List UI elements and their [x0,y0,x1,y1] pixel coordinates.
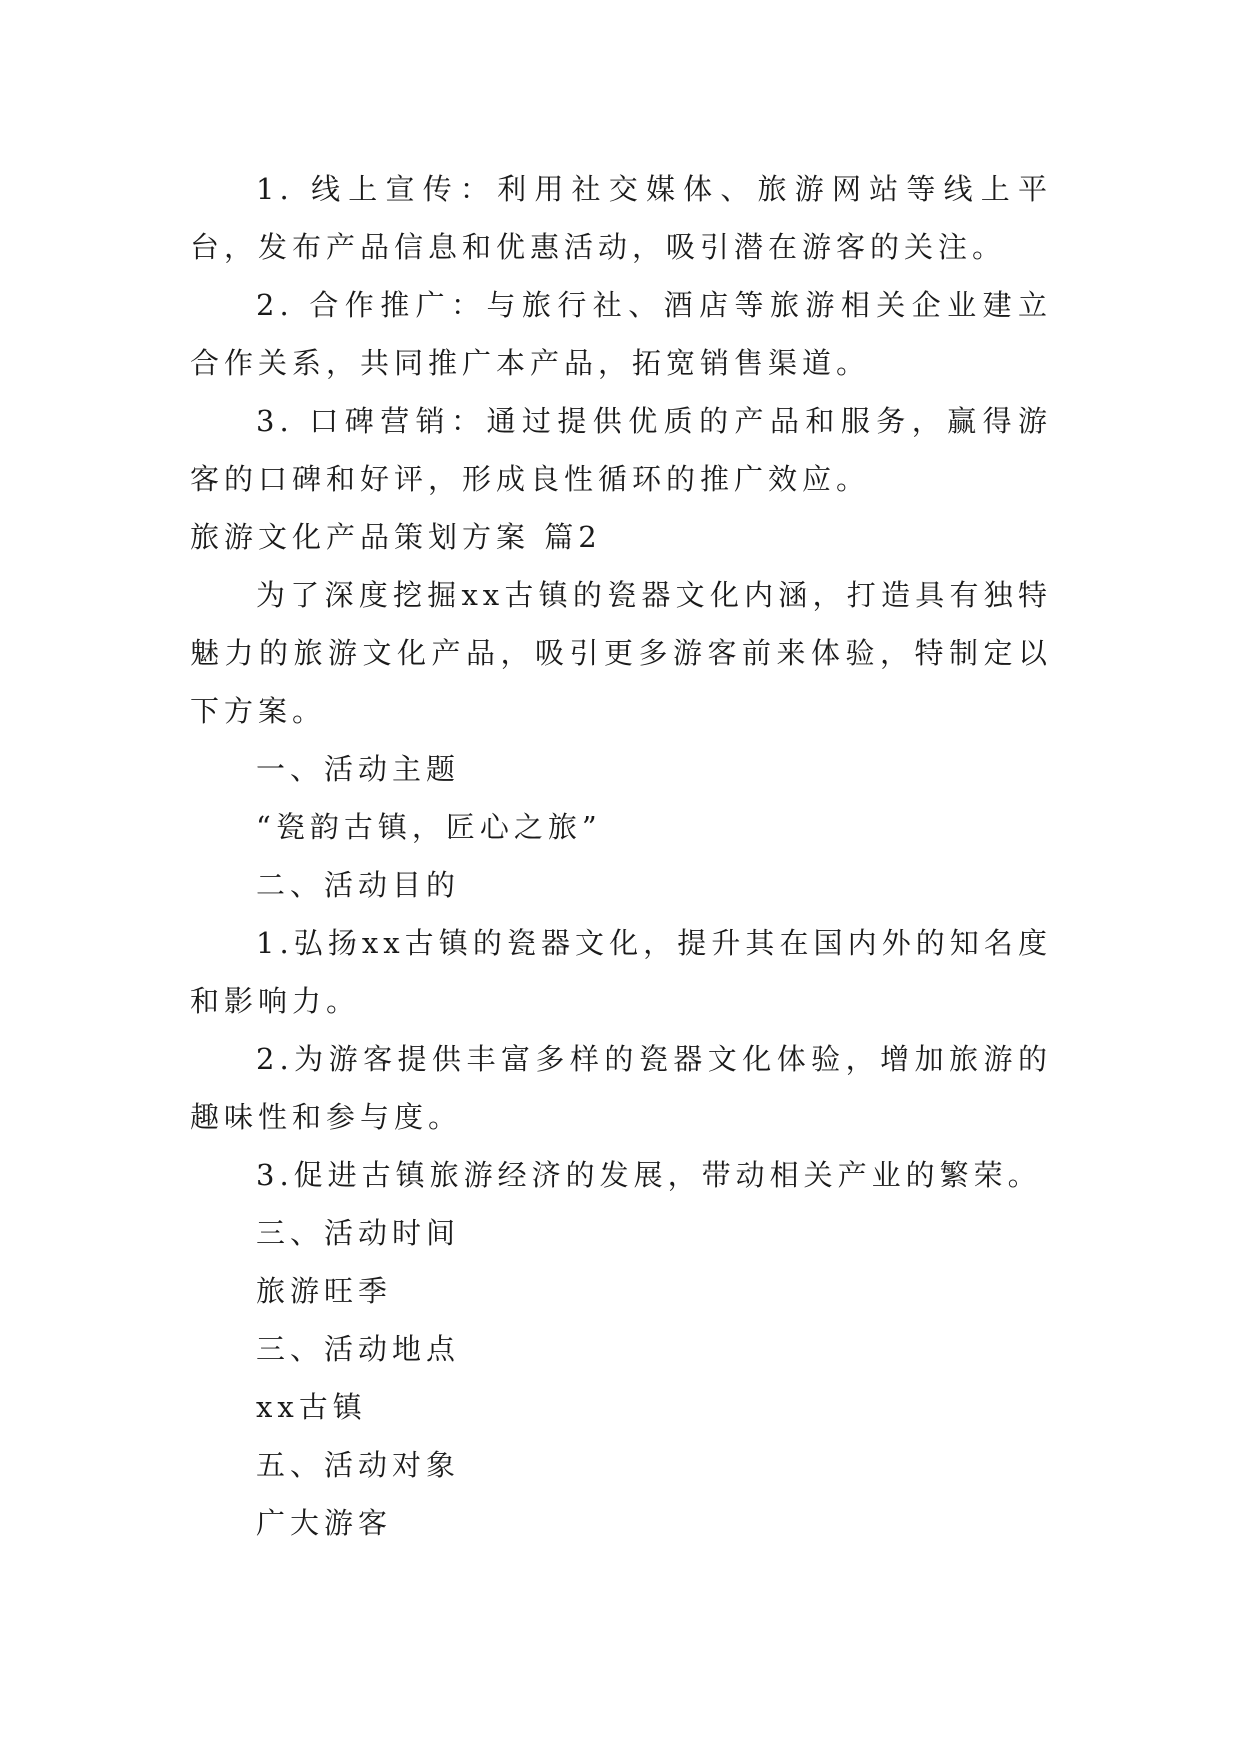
document-title: 旅游文化产品策划方案 篇2 [190,520,602,554]
document-body [190,160,1052,1552]
purpose-item-2: 2.为游客提供丰富多样的瓷器文化体验，增加旅游的趣味性和参与度。 [190,1042,1052,1134]
section-heading-purpose: 二、活动目的 [256,868,461,902]
section-heading-location: 三、活动地点 [256,1332,461,1366]
location-text: xx古镇 [256,1390,367,1424]
theme-text: “瓷韵古镇，匠心之旅” [256,810,602,844]
section-heading-theme: 一、活动主题 [256,752,461,786]
promo-item-word-of-mouth: 3. 口碑营销：通过提供优质的产品和服务，赢得游客的口碑和好评，形成良性循环的推广效应。 [190,404,1052,496]
audience-text: 广大游客 [256,1506,393,1540]
purpose-item-1: 1.弘扬xx古镇的瓷器文化，提升其在国内外的知名度和影响力。 [190,926,1052,1018]
section-heading-audience: 五、活动对象 [256,1448,461,1482]
purpose-item-3: 3.促进古镇旅游经济的发展，带动相关产业的繁荣。 [256,1158,1042,1192]
time-text: 旅游旺季 [256,1274,393,1308]
section-heading-time: 三、活动时间 [256,1216,461,1250]
promo-item-online: 1. 线上宣传：利用社交媒体、旅游网站等线上平台，发布产品信息和优惠活动，吸引潜在游客的关注。 [190,172,1052,264]
promo-item-partnership: 2. 合作推广：与旅行社、酒店等旅游相关企业建立合作关系，共同推广本产品，拓宽销售渠道。 [190,288,1052,380]
intro-paragraph: 为了深度挖掘xx古镇的瓷器文化内涵，打造具有独特魅力的旅游文化产品，吸引更多游客前来体验，特制定以下方案。 [190,578,1052,728]
